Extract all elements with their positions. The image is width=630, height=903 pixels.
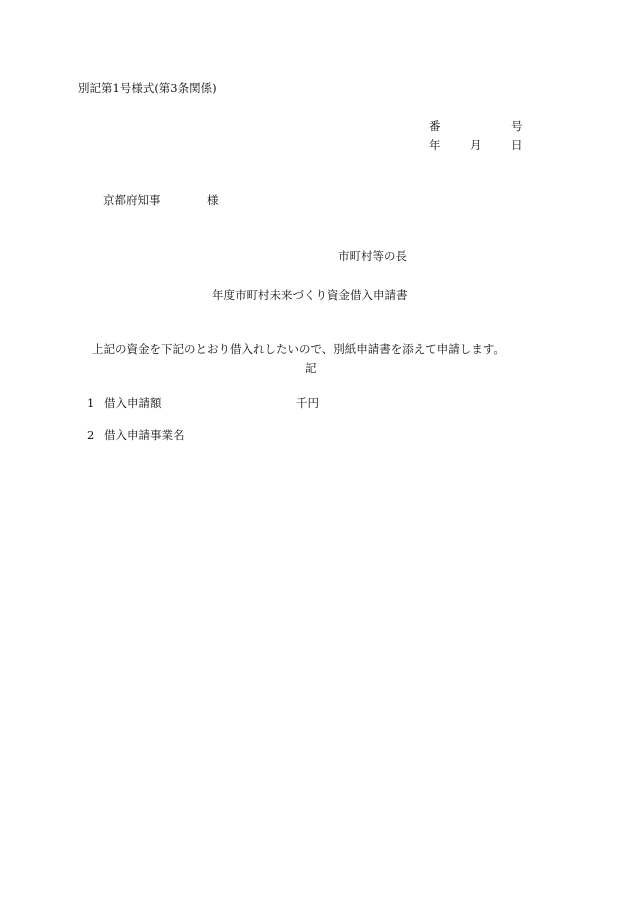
addressee-name: 京都府知事 xyxy=(103,193,161,207)
addressee-honorific: 様 xyxy=(207,193,219,207)
form-label: 別記第1号様式(第3条関係) xyxy=(78,81,217,95)
applicant-label: 市町村等の長 xyxy=(338,249,407,263)
date-year-label: 年 xyxy=(429,138,441,152)
document-title: 年度市町村未来づくり資金借入申請書 xyxy=(212,288,408,302)
item-number: 2 xyxy=(87,428,95,442)
body-text: 上記の資金を下記のとおり借入れしたいので、別紙申請書を添えて申請します。 xyxy=(92,342,505,356)
item-label-loan-amount: 借入申請額 xyxy=(104,396,162,410)
date-day-label: 日 xyxy=(511,138,523,152)
item-unit-thousand-yen: 千円 xyxy=(296,396,319,410)
date-month-label: 月 xyxy=(470,138,482,152)
ki-heading: 記 xyxy=(305,361,317,375)
document-number-label-go: 号 xyxy=(511,119,523,133)
item-label-project-name: 借入申請事業名 xyxy=(104,428,185,442)
document-number-label-ban: 番 xyxy=(429,119,441,133)
item-number: 1 xyxy=(87,396,95,410)
